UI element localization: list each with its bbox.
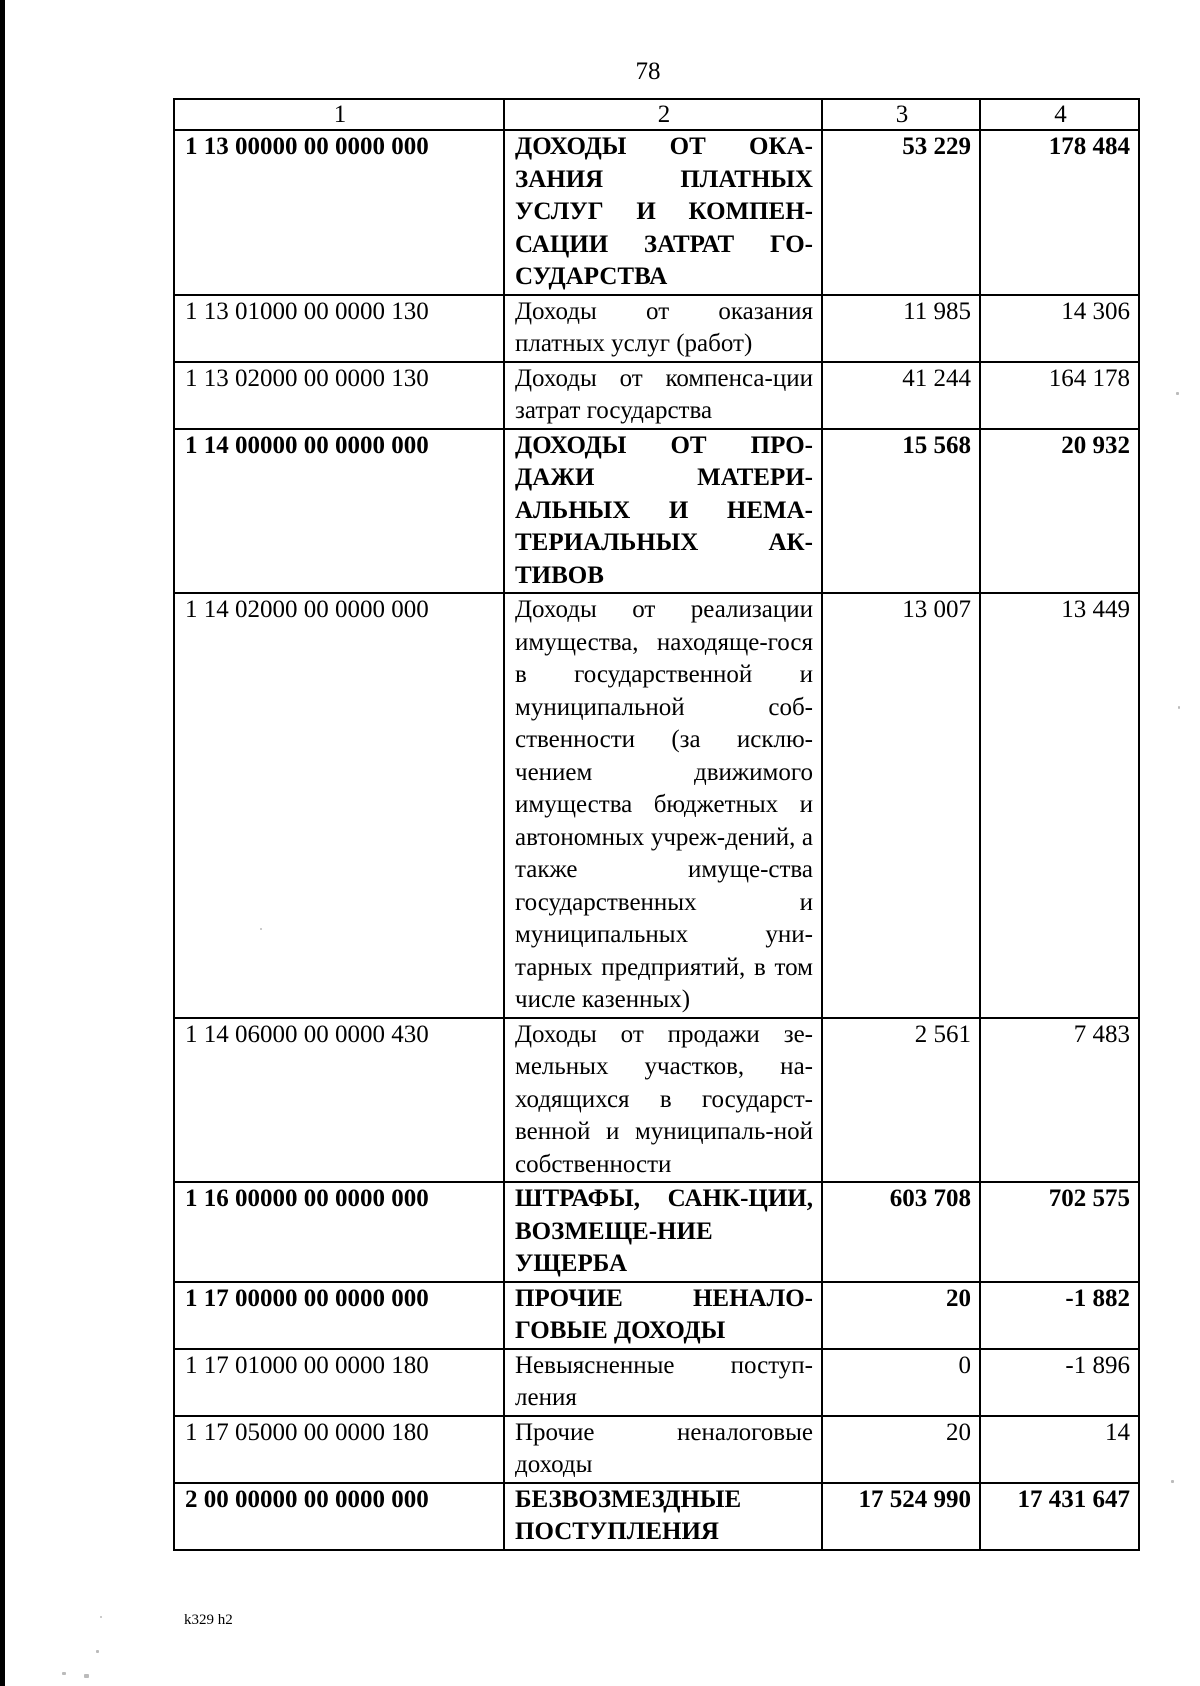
- value-col4-cell: 14: [980, 1416, 1139, 1483]
- value-col3-cell: 11 985: [822, 295, 980, 362]
- code-cell: 1 16 00000 00 0000 000: [174, 1182, 504, 1282]
- value-col3-cell: 15 568: [822, 429, 980, 594]
- code-cell: 1 17 05000 00 0000 180: [174, 1416, 504, 1483]
- code-cell: 1 13 00000 00 0000 000: [174, 130, 504, 295]
- table-row: [174, 1282, 1139, 1349]
- name-cell: Доходы от оказания платных услуг (работ): [504, 295, 822, 362]
- scan-speck: [100, 1616, 102, 1618]
- value-col3-cell: 41 244: [822, 362, 980, 429]
- scan-speck: [1178, 706, 1180, 709]
- scan-speck: [260, 928, 262, 930]
- scan-speck: [84, 1674, 89, 1678]
- table-row: [174, 362, 1139, 429]
- scan-speck: [1176, 392, 1179, 395]
- value-col3-cell: 13 007: [822, 593, 980, 1018]
- table-row: [174, 429, 1139, 594]
- table-row: [174, 1018, 1139, 1183]
- value-col4-cell: 164 178: [980, 362, 1139, 429]
- name-cell: Прочие неналоговые доходы: [504, 1416, 822, 1483]
- table-row: [174, 1182, 1139, 1282]
- value-col3-cell: 0: [822, 1349, 980, 1416]
- value-col4-cell: 20 932: [980, 429, 1139, 594]
- name-cell: ДОХОДЫ ОТ ОКА-ЗАНИЯ ПЛАТНЫХ УСЛУГ И КОМПЕН-САЦИИ ЗАТРАТ ГО-СУДАРСТВА: [504, 130, 822, 295]
- scan-edge-bar: [0, 0, 5, 1686]
- code-cell: 1 14 00000 00 0000 000: [174, 429, 504, 594]
- scan-speck: [96, 1650, 99, 1653]
- value-col3-cell: 603 708: [822, 1182, 980, 1282]
- table-row: [174, 1416, 1139, 1483]
- value-col3-cell: 53 229: [822, 130, 980, 295]
- value-col3-cell: 20: [822, 1416, 980, 1483]
- code-cell: 1 14 02000 00 0000 000: [174, 593, 504, 1018]
- table-row: [174, 130, 1139, 295]
- name-cell: Невыясненные поступ-ления: [504, 1349, 822, 1416]
- name-cell: Доходы от продажи зе-мельных участков, на-ходящихся в государст-венной и муниципаль-ной собственности: [504, 1018, 822, 1183]
- column-header-1: 1: [174, 99, 504, 130]
- column-header-2: 2: [504, 99, 822, 130]
- value-col4-cell: 7 483: [980, 1018, 1139, 1183]
- value-col3-cell: 17 524 990: [822, 1483, 980, 1550]
- scan-speck: [1171, 1480, 1174, 1483]
- footer-code: k329 h2: [184, 1612, 233, 1628]
- revenue-table: [173, 98, 1140, 1551]
- code-cell: 1 13 02000 00 0000 130: [174, 362, 504, 429]
- name-cell: Доходы от реализации имущества, находяще-гося в государственной и муниципальной соб-ственности (за исклю-чением движимого имущества бюджетных и автономных учреж-дений, а также имуще-ства государственных и муниципальных уни-тарных предприятий, в том числе казенных): [504, 593, 822, 1018]
- code-cell: 1 17 00000 00 0000 000: [174, 1282, 504, 1349]
- name-cell: Доходы от компенса-ции затрат государства: [504, 362, 822, 429]
- value-col4-cell: 702 575: [980, 1182, 1139, 1282]
- column-header-3: 3: [822, 99, 980, 130]
- value-col4-cell: 178 484: [980, 130, 1139, 295]
- table-row: [174, 593, 1139, 1018]
- column-number-header-row: [174, 99, 1139, 130]
- name-cell: ДОХОДЫ ОТ ПРО-ДАЖИ МАТЕРИ-АЛЬНЫХ И НЕМА-ТЕРИАЛЬНЫХ АК-ТИВОВ: [504, 429, 822, 594]
- table-row: [174, 1483, 1139, 1550]
- code-cell: 1 13 01000 00 0000 130: [174, 295, 504, 362]
- page-number: 78: [635, 58, 661, 85]
- table-row: [174, 295, 1139, 362]
- code-cell: 1 17 01000 00 0000 180: [174, 1349, 504, 1416]
- value-col4-cell: -1 882: [980, 1282, 1139, 1349]
- value-col3-cell: 20: [822, 1282, 980, 1349]
- name-cell: ШТРАФЫ, САНК-ЦИИ, ВОЗМЕЩЕ-НИЕ УЩЕРБА: [504, 1182, 822, 1282]
- value-col4-cell: 13 449: [980, 593, 1139, 1018]
- name-cell: ПРОЧИЕ НЕНАЛО-ГОВЫЕ ДОХОДЫ: [504, 1282, 822, 1349]
- column-header-4: 4: [980, 99, 1139, 130]
- code-cell: 2 00 00000 00 0000 000: [174, 1483, 504, 1550]
- table-row: [174, 1349, 1139, 1416]
- value-col4-cell: -1 896: [980, 1349, 1139, 1416]
- code-cell: 1 14 06000 00 0000 430: [174, 1018, 504, 1183]
- scan-speck: [62, 1672, 66, 1675]
- table-body: [174, 130, 1139, 1550]
- name-cell: БЕЗВОЗМЕЗДНЫЕ ПОСТУПЛЕНИЯ: [504, 1483, 822, 1550]
- value-col4-cell: 17 431 647: [980, 1483, 1139, 1550]
- value-col3-cell: 2 561: [822, 1018, 980, 1183]
- value-col4-cell: 14 306: [980, 295, 1139, 362]
